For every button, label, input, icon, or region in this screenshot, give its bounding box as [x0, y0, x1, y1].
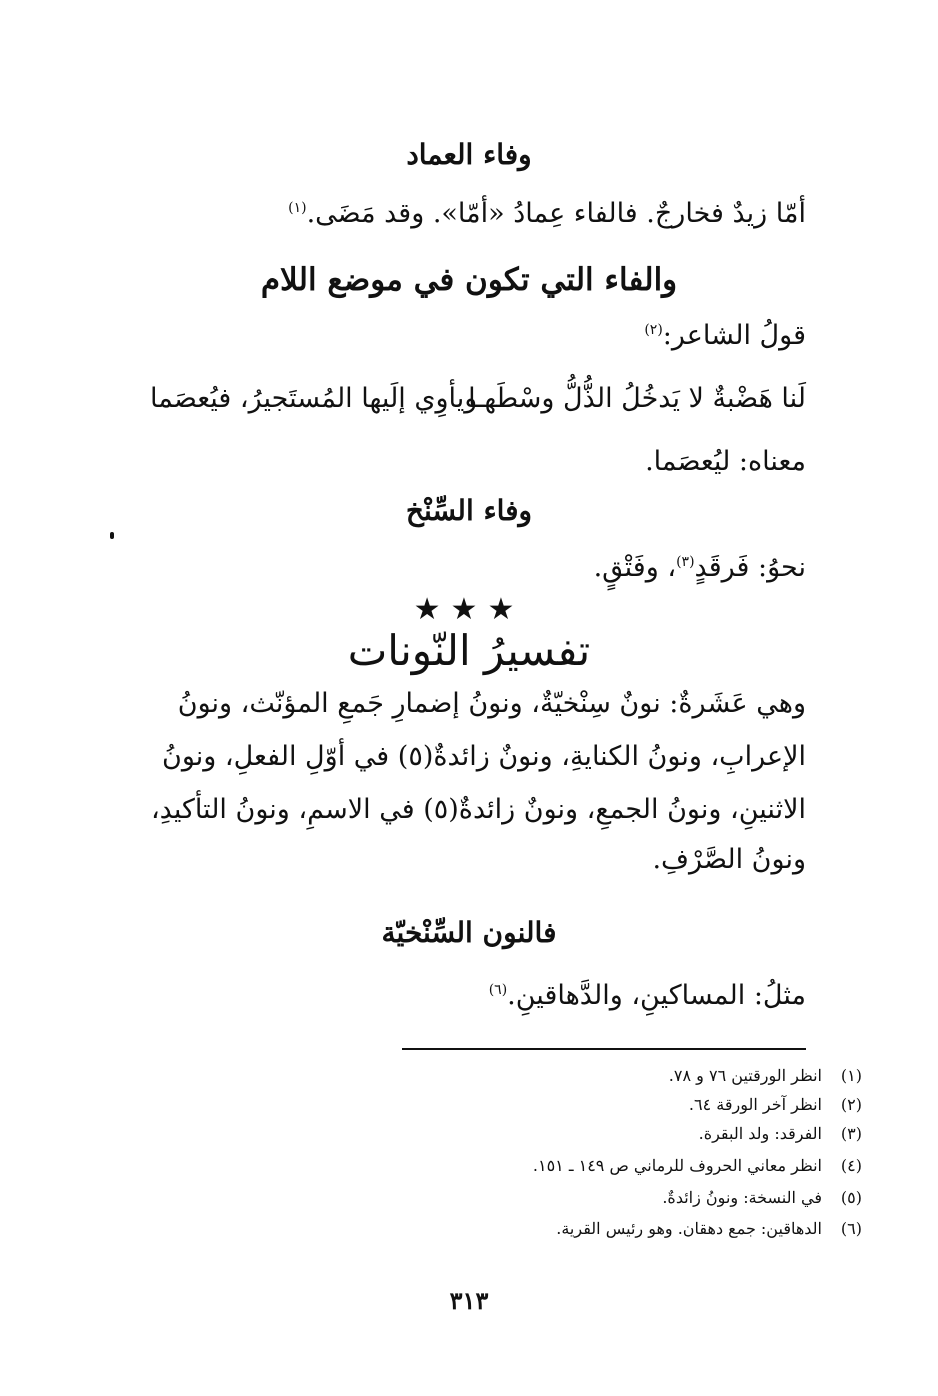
footnote-4-text: انظر معاني الحروف للرماني ص ١٤٩ ـ ١٥١.	[532, 1156, 822, 1175]
paragraph-line-3: الاثنينِ، ونونُ الجمعِ، ونونٌ زائدةٌ(٥) في الاسمِ، ونونُ التأكيدِ،	[150, 794, 806, 825]
paragraph-line-1: وهي عَشَرةٌ: نونٌ سِنْخيّةٌ، ونونُ إضمارِ جَمعِ المؤنّث، ونونُ	[177, 688, 806, 719]
footnote-5-text: في النسخة: ونونُ زائدةٌ.	[662, 1188, 822, 1207]
footnote-1-number: (١)	[840, 1066, 862, 1085]
footnote-1-text: انظر الورقتين ٧٦ و ٧٨.	[668, 1066, 822, 1085]
line-mithl	[489, 980, 806, 1011]
line-nahw-text-b: ، وفَتْقٍ.	[593, 552, 677, 583]
footnote-3-number: (٣)	[840, 1124, 862, 1143]
footnote-3	[699, 1124, 862, 1143]
footnote-5-number: (٥)	[840, 1188, 862, 1207]
line-example-amma-text: أمّا زيدٌ فخارجٌ. فالفاء عِمادُ «أمّا». وقد مَضَى.	[306, 198, 806, 229]
heading-fa-lam: والفاء التي تكون في موضع اللام	[260, 262, 678, 298]
line-maanah: معناه: ليُعصَما.	[645, 446, 806, 477]
heading-nun-sinkh: فالنون السِّنْخيّة	[381, 916, 557, 949]
section-title: تفسيرُ النّونات	[347, 626, 591, 675]
paragraph-line-4: ونونُ الصَّرْفِ.	[652, 844, 806, 875]
footnote-6-text: الدهاقين: جمع دهقان. وهو رئيس القرية.	[556, 1219, 822, 1238]
footnote-ref-3: (٣)	[676, 554, 695, 570]
footnote-1	[669, 1066, 862, 1085]
line-qawl-text: قولُ الشاعر:	[662, 320, 806, 351]
verse-hemistich-right: لَنا هَضْبةٌ لا يَدخُلُ الذُّلُّ وسْطَهـا	[468, 383, 806, 414]
ink-dot	[110, 532, 114, 539]
footnote-4	[533, 1156, 862, 1175]
page-number: ٣١٣	[449, 1286, 489, 1315]
footnote-2-text: انظر آخر الورقة ٦٤.	[688, 1095, 822, 1114]
footnote-2-number: (٢)	[840, 1095, 862, 1114]
section-divider-stars: ★★★	[413, 592, 525, 627]
footnote-2	[689, 1095, 862, 1114]
line-example-amma	[288, 198, 806, 229]
footnote-6	[556, 1219, 862, 1238]
line-qawl	[644, 320, 806, 351]
footnote-ref-1: (١)	[288, 200, 307, 216]
footnote-ref-6: (٦)	[488, 982, 508, 998]
footnote-3-text: الفرقد: ولد البقرة.	[698, 1124, 822, 1143]
line-nahw	[594, 552, 806, 583]
footnote-separator	[402, 1048, 806, 1050]
heading-fa-sinkh: وفاء السِّنْخ	[405, 494, 533, 527]
footnote-6-number: (٦)	[840, 1219, 862, 1238]
line-mithl-text: مثلُ: المساكينِ، والدَّهاقينِ.	[507, 980, 806, 1011]
heading-fa-imad: وفاء العماد	[406, 138, 532, 171]
footnote-5	[662, 1188, 862, 1207]
footnote-4-number: (٤)	[840, 1156, 862, 1175]
line-nahw-text-a: نحوُ: فَرقَدٍ	[694, 552, 806, 583]
paragraph-line-2: الإعرابِ، ونونُ الكنايةِ، ونونٌ زائدةٌ(٥) في أوّلِ الفعلِ، ونونُ	[161, 741, 806, 772]
footnote-ref-2: (٢)	[644, 322, 663, 338]
verse-hemistich-left: ويأوِي إلَيها المُستَجيرُ، فيُعصَما	[150, 383, 478, 414]
